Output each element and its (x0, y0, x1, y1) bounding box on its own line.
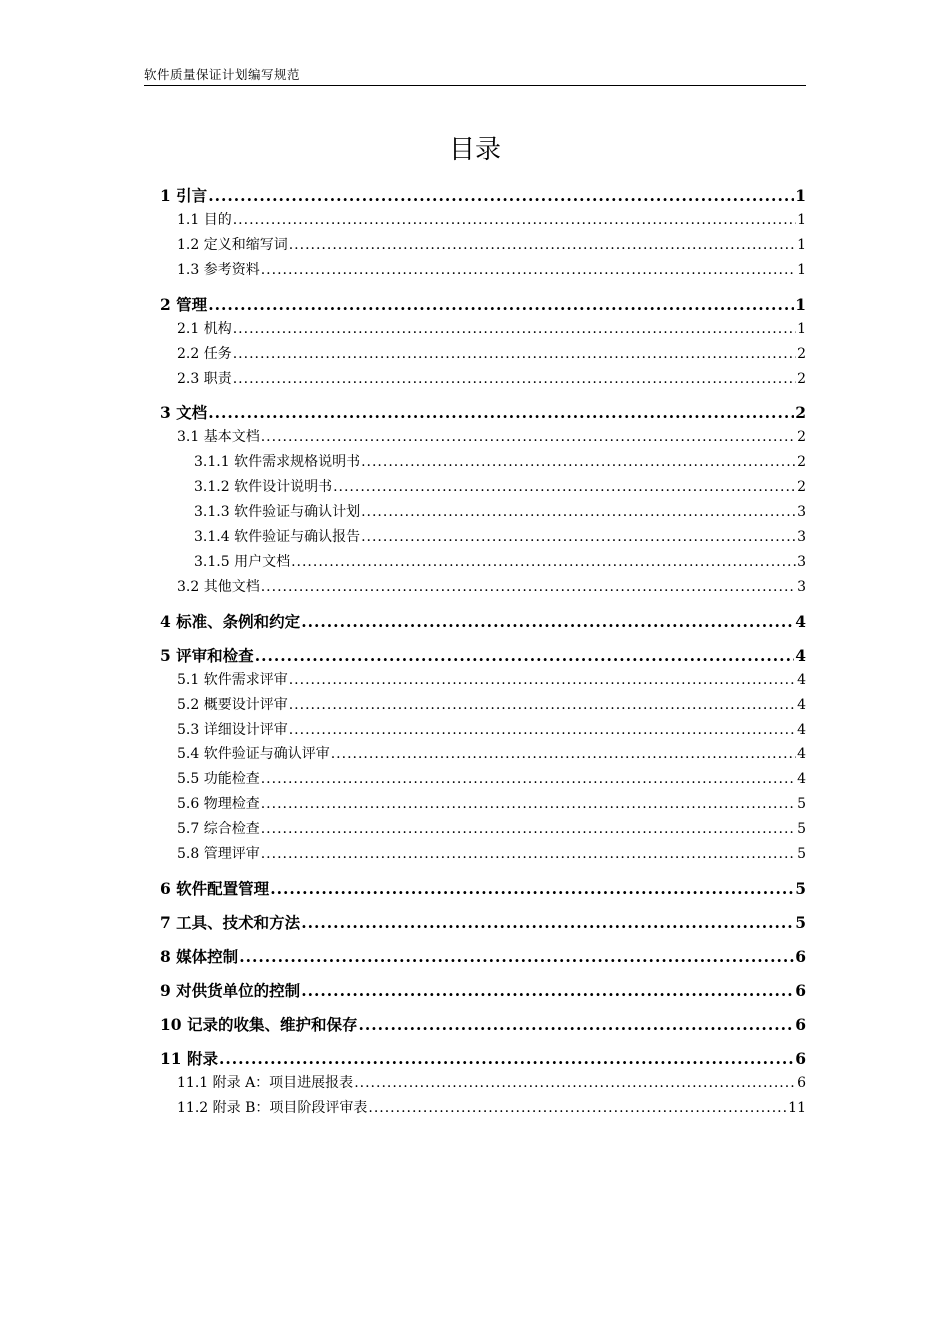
toc-entry-page: 1 (797, 236, 806, 253)
toc-entry-page: 2 (797, 479, 806, 496)
toc-entry-page: 5 (795, 912, 806, 932)
toc-entry[interactable] (177, 235, 806, 255)
toc-leader-dots (358, 1014, 794, 1036)
toc-entry-page: 6 (797, 1074, 806, 1091)
toc-entry-page: 3 (797, 504, 806, 521)
toc-leader-dots (301, 980, 794, 1002)
toc-entry-page: 11 (788, 1099, 806, 1116)
toc-entry-text: 9 对供货单位的控制 (160, 980, 301, 1000)
toc-entry[interactable] (177, 344, 806, 364)
toc-entry-page: 3 (797, 529, 806, 545)
toc-entry-page: 2 (797, 454, 806, 471)
toc-entry-text: 2.1 机构 (177, 320, 232, 337)
toc-entry-page: 5 (797, 796, 806, 813)
toc-entry-page: 3 (797, 578, 806, 595)
toc-leader-dots (233, 369, 796, 389)
toc-leader-dots (261, 260, 796, 280)
toc-entry-text: 5.6 物理检查 (177, 796, 260, 813)
toc-leader-dots (261, 769, 796, 789)
toc-entry-page: 6 (795, 980, 806, 1000)
toc-leader-dots (368, 1098, 787, 1118)
toc-entry-page: 1 (797, 261, 806, 278)
toc-entry-page: 5 (795, 878, 806, 898)
toc-leader-dots (289, 720, 796, 740)
toc-entry[interactable] (160, 402, 806, 424)
toc-entry-text: 3 文档 (160, 403, 208, 423)
toc-leader-dots (354, 1073, 796, 1093)
toc-entry-text: 2 管理 (160, 294, 208, 314)
toc-leader-dots (301, 611, 794, 633)
toc-entry-page: 2 (795, 403, 806, 423)
toc-entry-text: 6 软件配置管理 (160, 878, 270, 898)
toc-entry[interactable] (177, 577, 806, 597)
toc-leader-dots (261, 427, 796, 447)
toc-entry[interactable] (160, 1048, 806, 1070)
toc-entry[interactable] (177, 369, 806, 389)
toc-entry[interactable] (160, 185, 806, 207)
toc-entry[interactable] (177, 670, 806, 690)
toc-leader-dots (289, 670, 796, 690)
toc-entry[interactable] (177, 769, 806, 789)
toc-entry-page: 5 (797, 846, 806, 862)
toc-entry-text: 4 标准、条例和约定 (160, 611, 301, 631)
toc-entry-text: 1.2 定义和缩写词 (177, 236, 288, 253)
toc-entry-text: 3.1.5 用户文档 (194, 553, 291, 570)
toc-entry-page: 4 (797, 746, 806, 763)
toc-leader-dots (219, 1048, 794, 1070)
toc-entry-text: 7 工具、技术和方法 (160, 912, 301, 932)
toc-entry[interactable] (177, 794, 806, 814)
toc-entry-text: 11.2 附录 B：项目阶段评审表 (177, 1099, 368, 1116)
toc-leader-dots (233, 344, 796, 364)
toc-leader-dots (208, 185, 794, 207)
toc-entry-text: 5.4 软件验证与确认评审 (177, 746, 330, 763)
toc-entry-text: 5.7 综合检查 (177, 821, 260, 838)
toc-leader-dots (291, 552, 796, 572)
toc-entry[interactable] (194, 502, 806, 522)
toc-entry-text: 5.5 功能检查 (177, 771, 260, 788)
toc-entry-text: 3.1 基本文档 (177, 429, 260, 446)
toc-entry[interactable] (177, 427, 806, 447)
toc-entry[interactable] (177, 319, 806, 339)
toc-leader-dots (261, 577, 796, 597)
toc-entry-text: 5.2 概要设计评审 (177, 696, 288, 713)
page-header (144, 66, 806, 86)
toc-leader-dots (239, 946, 794, 968)
toc-entry-page: 1 (795, 186, 806, 205)
toc-entry-page: 1 (797, 212, 806, 228)
toc-entry-text: 8 媒体控制 (160, 946, 239, 966)
toc-entry[interactable] (160, 878, 806, 900)
toc-entry-text: 3.1.4 软件验证与确认报告 (194, 529, 361, 545)
toc-leader-dots (289, 695, 796, 715)
toc-entry-page: 4 (797, 721, 806, 738)
toc-entry-text: 3.1.1 软件需求规格说明书 (194, 454, 361, 471)
toc-entry[interactable] (194, 552, 806, 572)
toc-entry-text: 5.1 软件需求评审 (177, 671, 288, 688)
toc-entry-page: 4 (795, 645, 806, 665)
toc-entry-text: 1.1 目的 (177, 212, 232, 228)
toc-entry[interactable] (177, 210, 806, 230)
toc-entry[interactable] (160, 912, 806, 934)
toc-entry[interactable] (177, 819, 806, 839)
toc-entry-page: 4 (797, 696, 806, 713)
toc-entry[interactable] (160, 645, 806, 667)
toc-entry-text: 3.1.2 软件设计说明书 (194, 479, 333, 496)
toc-leader-dots (233, 210, 796, 230)
toc-entry-page: 6 (795, 1014, 806, 1034)
toc-entry-page: 4 (797, 771, 806, 788)
toc-leader-dots (301, 912, 794, 934)
toc-entry-page: 5 (797, 821, 806, 838)
toc-leader-dots (361, 452, 796, 472)
toc-entry-text: 1.3 参考资料 (177, 261, 260, 278)
toc-leader-dots (333, 477, 796, 497)
toc-entry-text: 5.8 管理评审 (177, 846, 260, 862)
toc-entry-text: 5 评审和检查 (160, 645, 254, 665)
toc-leader-dots (208, 402, 794, 424)
toc-leader-dots (261, 819, 796, 839)
toc-entry[interactable] (177, 695, 806, 715)
toc-entry[interactable] (194, 527, 806, 547)
toc-entry[interactable] (194, 452, 806, 472)
toc-entry-page: 6 (795, 946, 806, 966)
toc-entry-page: 2 (797, 345, 806, 362)
toc-entry[interactable] (177, 720, 806, 740)
toc-title: 目录 (448, 135, 501, 165)
toc-leader-dots (261, 794, 796, 814)
toc-entry-text: 10 记录的收集、维护和保存 (160, 1014, 358, 1034)
toc-leader-dots (261, 844, 796, 864)
toc-entry[interactable] (177, 1098, 806, 1118)
toc-leader-dots (289, 235, 796, 255)
toc-entry-page: 3 (797, 553, 806, 570)
toc-entry[interactable] (194, 477, 806, 497)
toc-leader-dots (255, 645, 795, 667)
toc-entry-text: 2.2 任务 (177, 345, 232, 362)
toc-entry-page: 2 (797, 429, 806, 446)
toc-entry-page: 1 (797, 320, 806, 337)
toc-entry-text: 3.1.3 软件验证与确认计划 (194, 504, 361, 521)
toc-entry[interactable] (160, 611, 806, 633)
toc-entry[interactable] (160, 294, 806, 316)
toc-entry[interactable] (177, 844, 806, 864)
toc-entry[interactable] (177, 260, 806, 280)
toc-entry[interactable] (160, 980, 806, 1002)
toc-entry[interactable] (160, 946, 806, 968)
toc-entry-page: 4 (795, 611, 806, 631)
toc-entry-page: 4 (797, 671, 806, 688)
toc-entry-text: 11.1 附录 A：项目进展报表 (177, 1074, 354, 1091)
toc-entry-text: 5.3 详细设计评审 (177, 721, 288, 738)
toc-leader-dots (233, 319, 796, 339)
toc-leader-dots (208, 294, 794, 316)
toc-leader-dots (361, 527, 796, 547)
toc-leader-dots (331, 744, 796, 764)
toc-leader-dots (361, 502, 796, 522)
toc-leader-dots (270, 878, 794, 900)
toc-entry[interactable] (177, 744, 806, 764)
toc-entry-page: 6 (795, 1048, 806, 1068)
toc-entry[interactable] (160, 1014, 806, 1036)
toc-entry-page: 2 (797, 370, 806, 387)
toc-entry-text: 3.2 其他文档 (177, 578, 260, 595)
header-text: 软件质量保证计划编写规范 (144, 67, 301, 82)
toc-entry-text: 2.3 职责 (177, 370, 232, 387)
toc-entry-text: 11 附录 (160, 1048, 218, 1068)
toc-entry-page: 1 (795, 294, 806, 314)
toc-entry[interactable] (177, 1073, 806, 1093)
toc-entry-text: 1 引言 (160, 186, 208, 205)
